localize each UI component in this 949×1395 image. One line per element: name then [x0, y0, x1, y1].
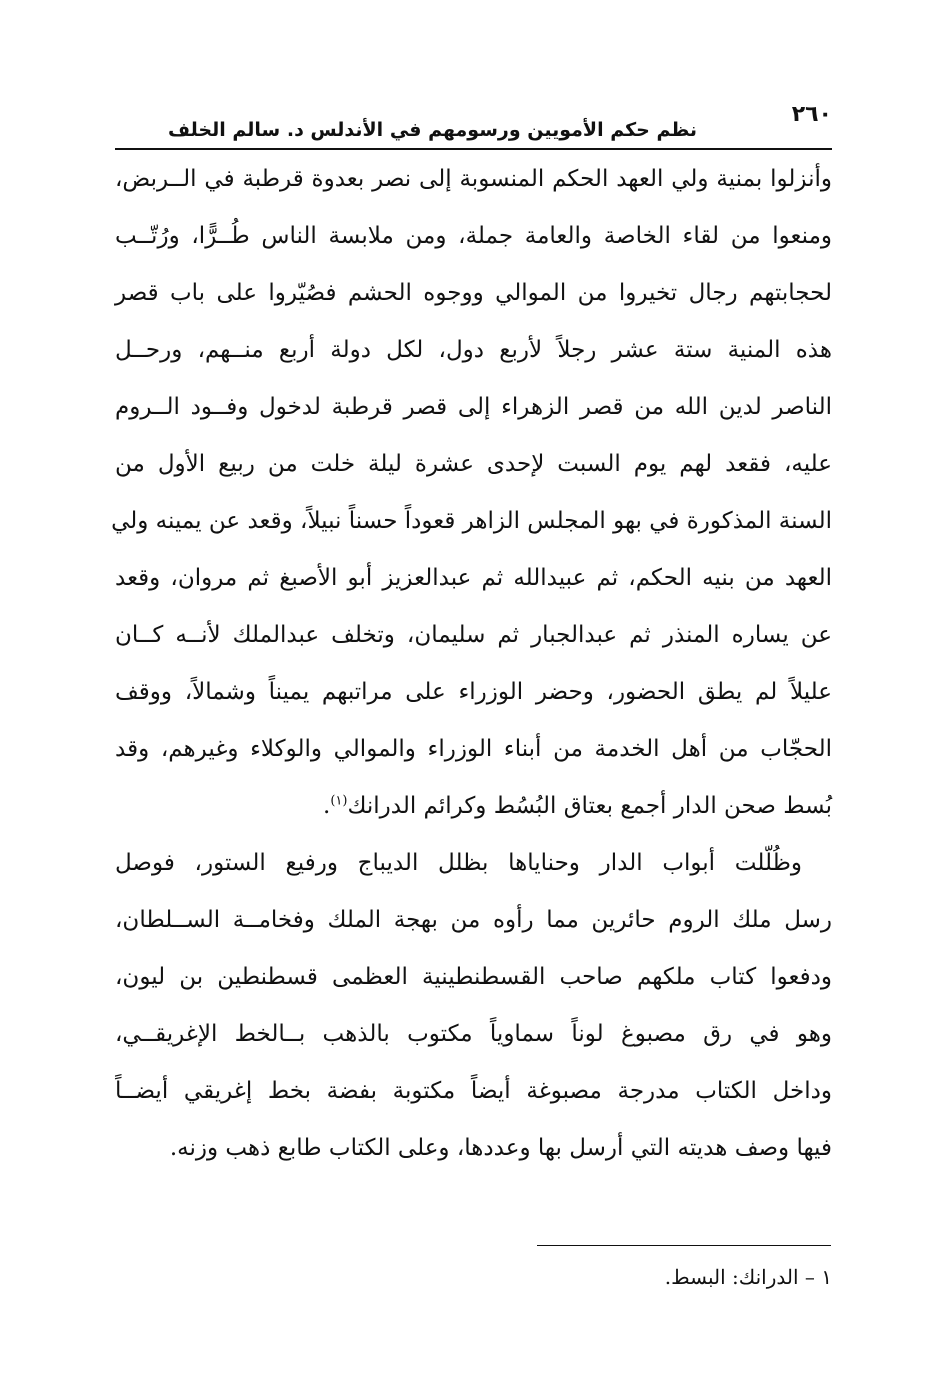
text-line — [115, 778, 832, 835]
text-line: الحجّاب من أهل الخدمة من أبناء الوزراء والموالي والوكلاء وغيرهم، وقد — [115, 736, 832, 762]
text-line: عليه، فقعد لهم يوم السبت لإحدى عشرة ليلة خلت من ربيع الأول من — [115, 451, 832, 477]
text-line: ودفعوا كتاب ملكهم صاحب القسطنطينية العظمى قسطنطين بن ليون، — [115, 964, 832, 990]
text-line: وأنزلوا بمنية ولي العهد الحكم المنسوبة إلى نصر بعدوة قرطبة في الــربض، — [115, 166, 832, 192]
body-text — [111, 151, 832, 1177]
paragraph-2 — [115, 835, 832, 1177]
text-line: وظُلّلت أبواب الدار وحناياها بظلل الديباج ورفيع الستور، فوصل — [115, 850, 802, 876]
text-line: وداخل الكتاب مدرجة مصبوغة أيضاً مكتوبة بفضة بخط إغريقي أيضــاً — [115, 1078, 832, 1104]
text-line: السنة المذكورة في بهو المجلس الزاهر قعوداً حسناً نبيلاً، وقعد عن يمينه ولي — [111, 508, 832, 534]
text-line: فيها وصف هديته التي أرسل بها وعددها، وعلى الكتاب طابع ذهب وزنه. — [169, 1135, 832, 1161]
text-line: هذه المنية ستة عشر رجلاً لأربع دول، لكل دولة أربع منــهم، ورحــل — [115, 337, 832, 363]
sentence-end-period: . — [323, 793, 331, 819]
text-line: عليلاً لم يطق الحضور، وحضر الوزراء على مراتبهم يميناً وشمالاً، ووقف — [115, 679, 832, 705]
page-header — [115, 96, 832, 150]
text-line-content: بُسط صحن الدار أجمع بعتاق البُسُط وكرائم الدرانك — [347, 793, 832, 819]
text-line: الناصر لدين الله من قصر الزهراء إلى قصر قرطبة لدخول وفــود الــروم — [115, 394, 832, 420]
text-line: لحجابتهم رجال تخيروا من الموالي ووجوه الحشم فصُيّروا على باب قصر — [115, 280, 832, 306]
page-number: ٢٦٠ — [791, 102, 832, 127]
footnote-separator — [537, 1245, 831, 1246]
text-line: العهد من بنيه الحكم، ثم عبيدالله ثم عبدالعزيز أبو الأصبغ ثم مروان، وقعد — [115, 565, 832, 591]
text-line: وهو في رق مصبوغ لوناً سماوياً مكتوب بالذهب بــالخط الإغريقــي، — [115, 1021, 832, 1047]
footnote: ١ – الدرانك: البسط. — [664, 1265, 832, 1289]
paragraph-1 — [111, 151, 832, 835]
footnote-reference: (١) — [330, 793, 348, 809]
running-title: نظم حكم الأمويين ورسومهم في الأندلس د. سالم الخلف — [168, 119, 697, 141]
text-line: رسل ملك الروم حائرين مما رأوه من بهجة الملك وفخامــة الســلطان، — [115, 907, 832, 933]
text-line: عن يساره المنذر ثم عبدالجبار ثم سليمان، وتخلف عبدالملك لأنــه كــان — [115, 622, 832, 648]
text-line: ومنعوا من لقاء الخاصة والعامة جملة، ومن ملابسة الناس طُــرًّا، ورُتّــب — [115, 223, 832, 249]
